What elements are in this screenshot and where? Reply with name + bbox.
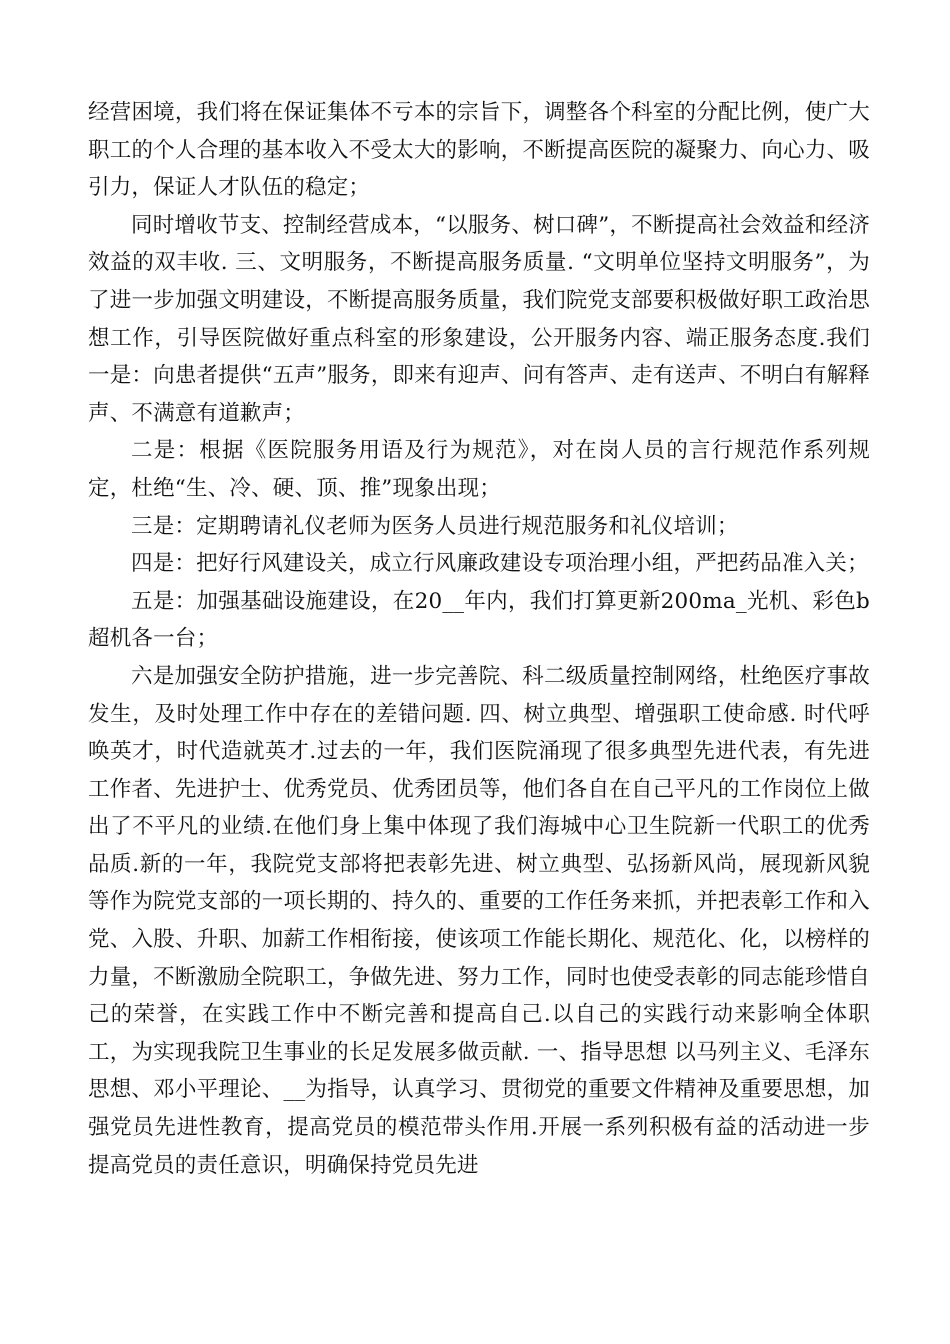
paragraph-4: 三是：定期聘请礼仪老师为医务人员进行规范服务和礼仪培训； <box>131 513 739 539</box>
paragraph-7: 六是加强安全防护措施，进一步完善院、科二级质量控制网络，杜绝医疗事故发生，及时处理工作中存在的差错问题. 四、树立典型、增强职工使命感. 时代呼唤英才，时代造就英才.过去的一年，我们医院涌现了很多典型先进代表，有先进工作者、先进护士、优秀党员、优秀团员等，他们各自在自己平凡的工作岗位上做出了不平凡的业绩.在他们身上集中体现了我们海城中心卫生院新一代职工的优秀品质.新的一年，我院党支部将把表彰先进、树立典型、弘扬新风尚，展现新风貌等作为院党支部的一项长期的、持久的、重要的工作任务来抓，并把表彰工作和入党、入股、升职、加薪工作相衔接，使该项工作能长期化、规范化、化，以榜样的力量，不断激励全院职工，争做先进、努力工作，同时也使受表彰的同志能珍惜自己的荣誉，在实践工作中不断完善和提高自己.以自己的实践行动来影响全体职工，为实现我院卫生事业的长足发展多做贡献. 一、指导思想 以马列主义、毛泽东思想、邓小平理论、__为指导，认真学习、贯彻党的重要文件精神及重要思想，加强党员先进性教育，提高党员的模范带头作用.开展一系列积极有益的活动进一步提高党员的责任意识，明确保持党员先进 <box>88 663 870 1178</box>
paragraph-5: 四是：把好行风建设关，成立行风廉政建设专项治理小组，严把药品准入关； <box>131 551 869 577</box>
paragraph-3: 二是：根据《医院服务用语及行为规范》，对在岗人员的言行规范作系列规定，杜绝“生、冷、硬、顶、推”现象出现； <box>88 438 870 501</box>
paragraph-1: 经营困境，我们将在保证集体不亏本的宗旨下，调整各个科室的分配比例，使广大职工的个人合理的基本收入不受太大的影响，不断提高医院的凝聚力、向心力、吸引力，保证人才队伍的稳定； <box>88 100 870 201</box>
paragraph-2: 同时增收节支、控制经营成本，“以服务、树口碑”，不断提高社会效益和经济效益的双丰收. 三、文明服务，不断提高服务质量. “文明单位坚持文明服务”，为了进一步加强文明建设，不断提高服务质量，我们院党支部要积极做好职工政治思想工作，引导医院做好重点科室的形象建设，公开服务内容、端正服务态度.我们一是：向患者提供“五声”服务，即来有迎声、问有答声、走有送声、不明白有解释声、不满意有道歉声； <box>88 212 870 426</box>
paragraph-6: 五是：加强基础设施建设，在20__年内，我们打算更新200ma_光机、彩色b超机各一台； <box>88 588 870 652</box>
